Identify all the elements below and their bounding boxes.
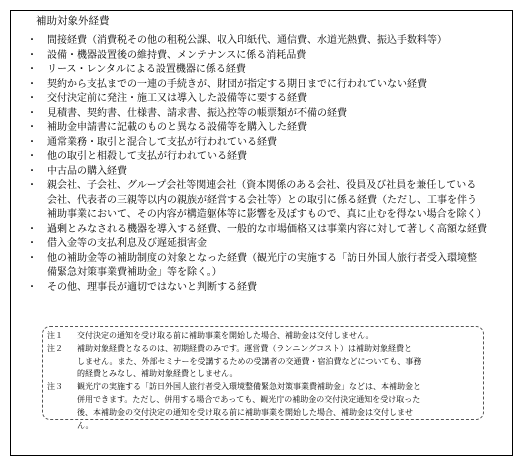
note-text: 交付決定の通知を受け取る前に補助事業を開始した場合、補助金は交付しません。 xyxy=(77,331,374,340)
list-item xyxy=(25,179,501,223)
note-text: 補助対象経費となるのは、初期経費のみです。運営費（ランニングコスト）は補助対象経費と しません。また、外部セミナーを受講するための受講者の交通費・宿泊費などについても、事務 的経費とみなし、補助対象経費としません。 xyxy=(77,343,422,379)
list-item-text: 通常業務・取引と混合して支払が行われている経費 xyxy=(47,136,277,148)
list-item-text: 設備・機器設置後の維持費、メンテナンスに係る消耗品費 xyxy=(47,49,307,61)
bullet-icon: ・ xyxy=(27,64,37,75)
list-item-text: 他の補助金等の補助制度の対象となった経費（観光庁の実施する「訪日外国人旅行者受入環境整 備緊急対策事業費補助金」等を除く。） xyxy=(47,252,477,278)
list-item-text: 間接経費（消費税その他の租税公課、収入印紙代、通信費、水道光熱費、振込手数料等） xyxy=(47,35,447,46)
bullet-icon: ・ xyxy=(27,107,37,119)
bullet-icon: ・ xyxy=(27,122,37,133)
bullet-icon: ・ xyxy=(27,136,37,148)
list-item-text: リース・レンタルによる設置機器に係る経費 xyxy=(47,64,246,75)
list-item xyxy=(25,63,501,78)
list-item xyxy=(25,252,501,281)
note-row xyxy=(47,330,477,343)
bullet-icon: ・ xyxy=(27,151,37,162)
list-item xyxy=(25,121,501,136)
note-text: 観光庁の実施する「訪日外国人旅行者受入環境整備緊急対策事業費補助金」などは、本補助金と 併用できます。ただし、併用する場合であっても、観光庁の補助金の交付決定通知を受け取った 後、本補助金の交付決定の通知を受け取る前に補助事業を開始した場合、補助金は交付しませ ん。 xyxy=(77,382,421,430)
list-item-text: 補助金申請書に記載のものと異なる設備等を購入した経費 xyxy=(47,122,307,133)
list-item-text: 親会社、子会社、グループ会社等関連会社（資本関係のある会社、役員及び社員を兼任している 会社、代表者の三親等以内の親族が経営する会社等）との取引に係る経費（ただし、工事を伴う 補助事業において、その内容が構造躯体等に影響を及ぼすもので、真に止むを得ない場合を除く） xyxy=(47,180,487,220)
list-item-text: 中古品の購入経費 xyxy=(47,165,127,177)
note-label: 注１ xyxy=(47,331,63,340)
bullet-icon: ・ xyxy=(27,78,37,90)
note-row xyxy=(47,381,477,432)
bullet-icon: ・ xyxy=(27,252,37,264)
section-title: 補助対象外経費 xyxy=(33,13,113,29)
list-item xyxy=(25,107,501,122)
bullet-icon: ・ xyxy=(27,223,37,235)
list-item-text: 借入金等の支払利息及び遅延損害金 xyxy=(47,238,207,249)
excluded-expenses-list xyxy=(25,34,501,295)
list-item xyxy=(25,34,501,49)
bullet-icon: ・ xyxy=(27,49,37,61)
bullet-icon: ・ xyxy=(27,35,37,46)
note-label: 注３ xyxy=(47,382,63,392)
list-item-text: 契約から支払までの一連の手続きが、財団が指定する期日までに行われていない経費 xyxy=(47,78,427,90)
list-item xyxy=(25,136,501,151)
list-item-text: 過剰とみなされる機器を導入する経費、一般的な市場価格又は事業内容に対して著しく高額な経費 xyxy=(47,223,487,235)
bullet-icon: ・ xyxy=(27,165,37,177)
bullet-icon: ・ xyxy=(27,93,37,104)
notes-box xyxy=(42,326,484,430)
list-item xyxy=(25,92,501,107)
exclusions-frame xyxy=(10,10,513,456)
note-row xyxy=(47,343,477,381)
list-item xyxy=(25,237,501,252)
bullet-icon: ・ xyxy=(27,238,37,249)
list-item xyxy=(25,78,501,93)
list-item-text: 交付決定前に発注・施工又は導入した設備等に要する経費 xyxy=(47,93,307,104)
list-item xyxy=(25,49,501,64)
list-item xyxy=(25,165,501,180)
list-item xyxy=(25,281,501,296)
list-item xyxy=(25,150,501,165)
list-item xyxy=(25,223,501,238)
list-item-text: 見積書、契約書、仕様書、請求書、振込控等の帳票類が不備の経費 xyxy=(47,107,347,119)
bullet-icon: ・ xyxy=(27,180,37,191)
bullet-icon: ・ xyxy=(27,281,37,293)
list-item-text: その他、理事長が適切ではないと判断する経費 xyxy=(47,281,257,293)
note-label: 注２ xyxy=(47,343,63,353)
list-item-text: 他の取引と相殺して支払が行われている経費 xyxy=(47,151,247,162)
